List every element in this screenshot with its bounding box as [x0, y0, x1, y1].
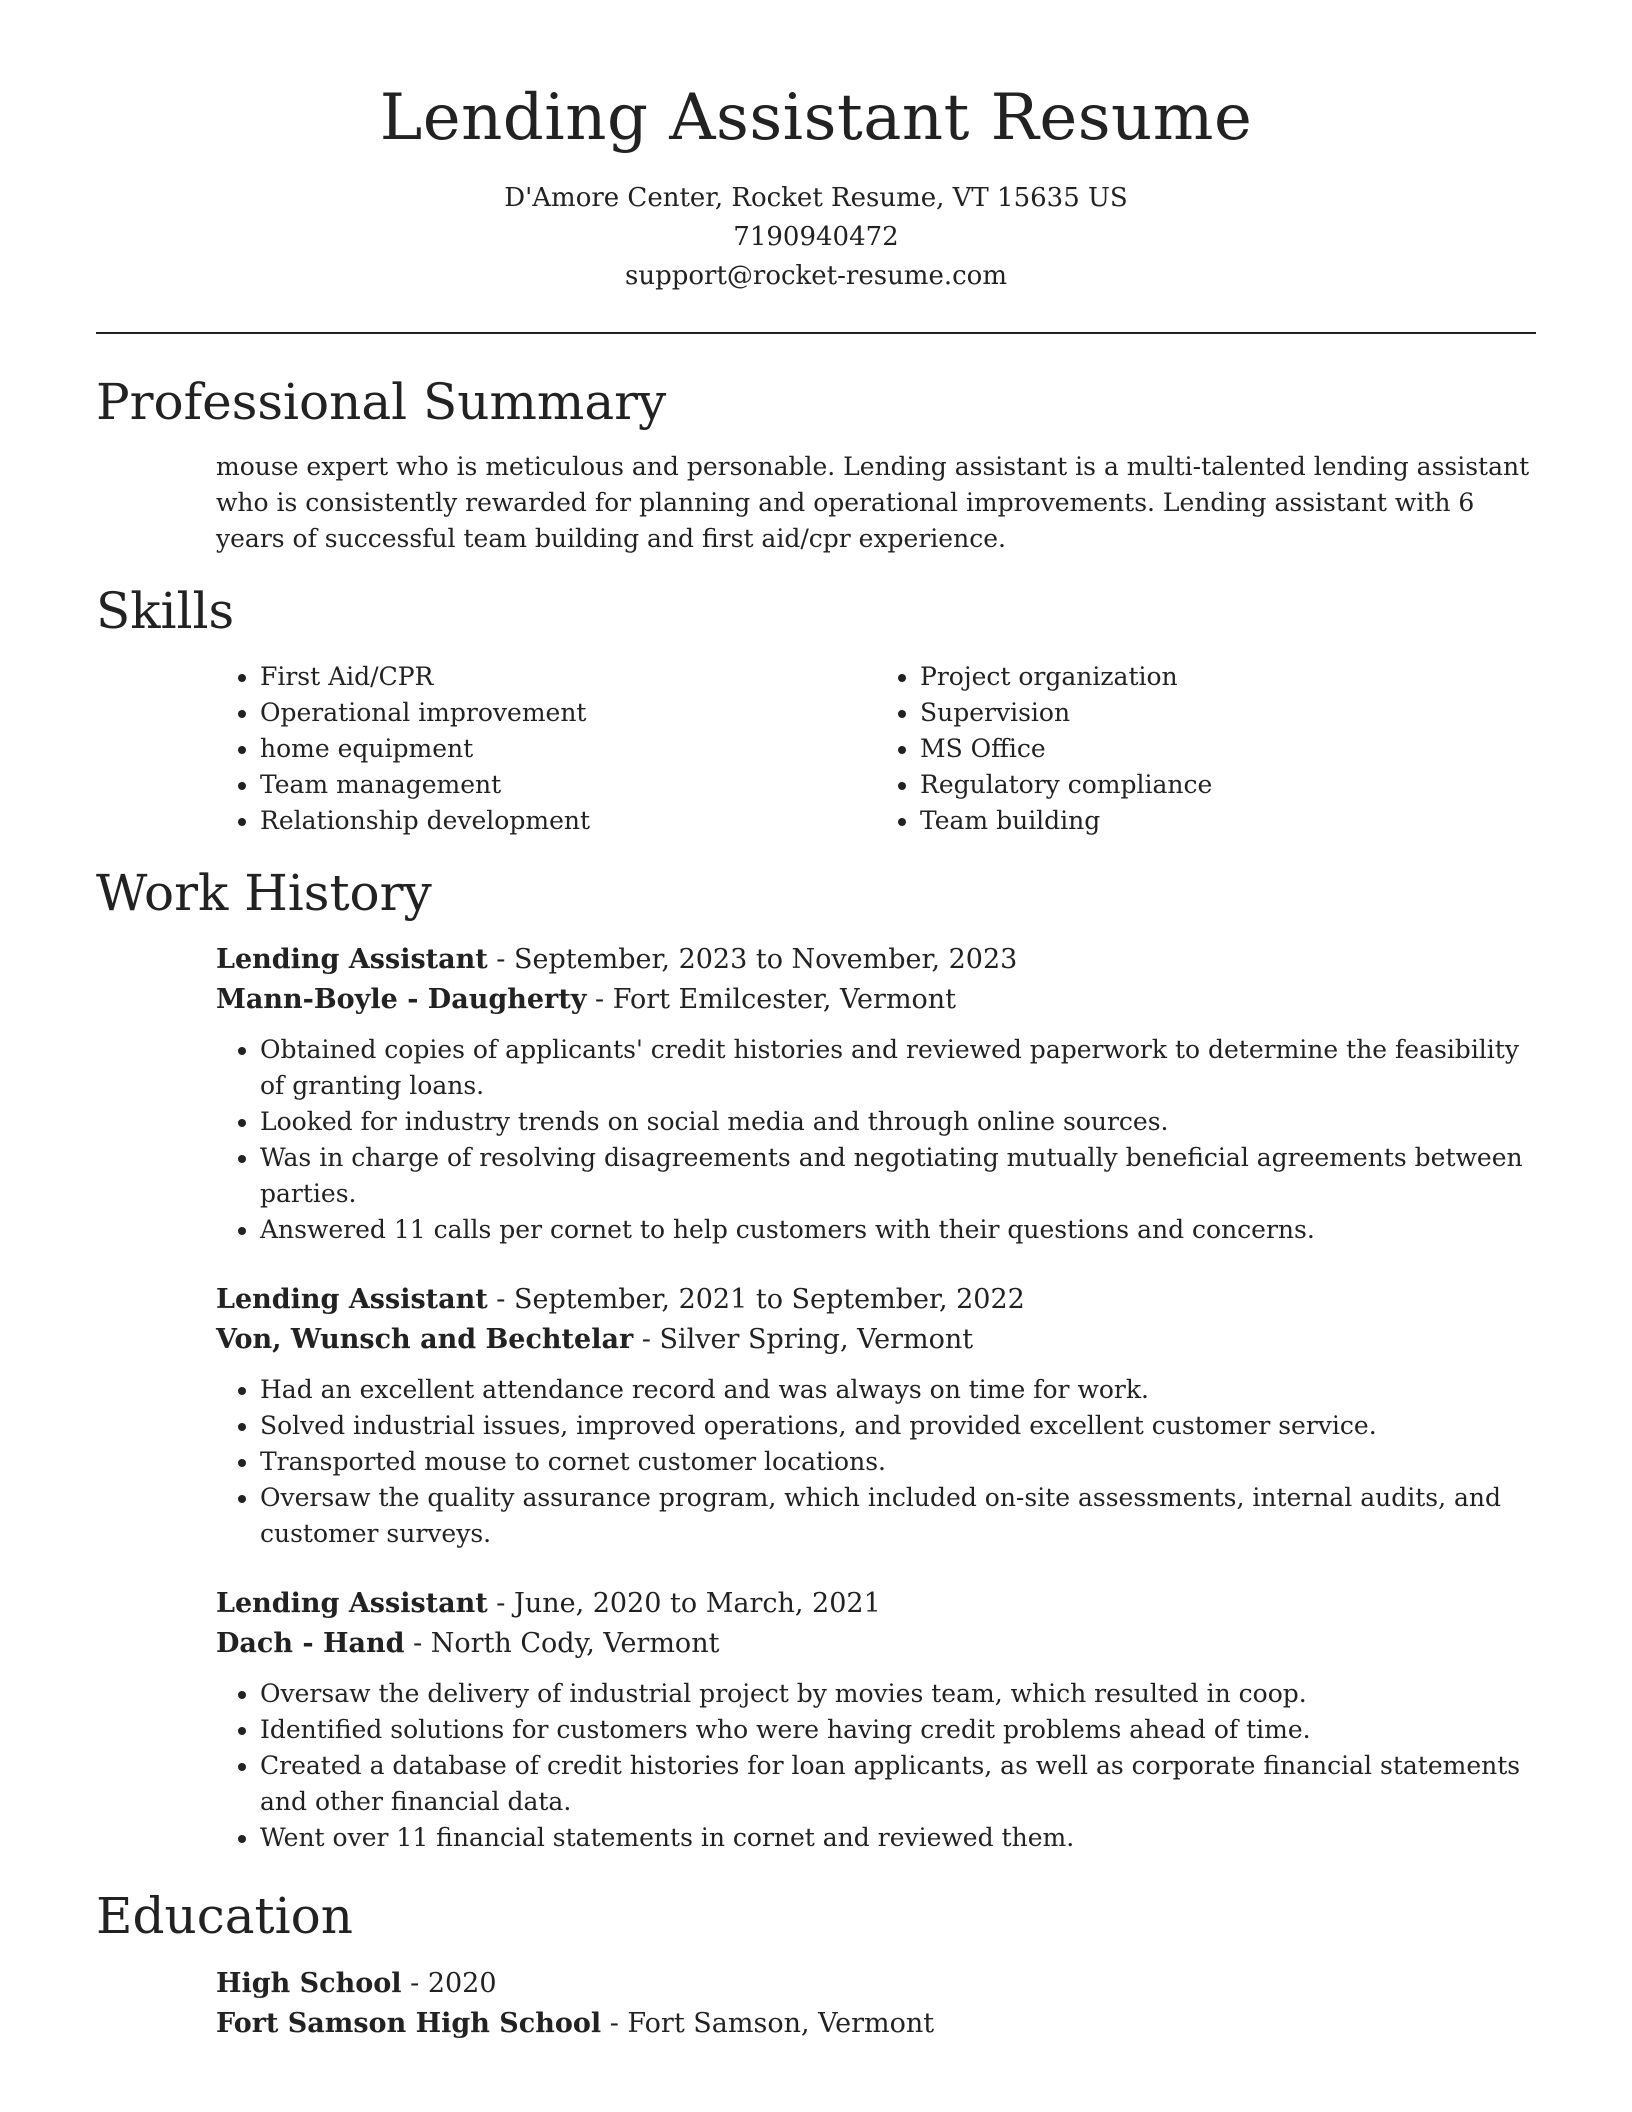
- skills-right-list: [876, 659, 1536, 839]
- skill-item: • Regulatory compliance: [920, 767, 1536, 803]
- summary-section: [216, 449, 1536, 557]
- skills-left-list: [216, 659, 876, 839]
- resume-title: Lending Assistant Resume: [379, 81, 1253, 155]
- work-history-section: [216, 940, 1536, 1856]
- job-company-line: [216, 1320, 1536, 1360]
- job-bullet: • Went over 11 financial statements in cornet and reviewed them.: [260, 1820, 1536, 1856]
- job-title-line: [216, 940, 1536, 980]
- job-bullets: [216, 1032, 1536, 1248]
- skill-item: • home equipment: [260, 731, 876, 767]
- skills-columns: [216, 659, 1536, 839]
- job-title-line: [216, 1280, 1536, 1320]
- job-bullet: • Had an excellent attendance record and was always on time for work.: [260, 1372, 1536, 1408]
- education-degree-line: [216, 1964, 1536, 2004]
- contact-address: D'Amore Center, Rocket Resume, VT 15635 US: [504, 182, 1128, 213]
- job-title: Lending Assistant: [216, 944, 488, 976]
- job-bullet: • Looked for industry trends on social media and through online sources.: [260, 1104, 1536, 1140]
- skill-item: • Supervision: [920, 695, 1536, 731]
- job-bullet: • Obtained copies of applicants' credit histories and reviewed paperwork to determine the feasibility of granting loans.: [260, 1032, 1536, 1104]
- education-section: [216, 1964, 1536, 2044]
- skill-item: • Project organization: [920, 659, 1536, 695]
- skill-item: • Team management: [260, 767, 876, 803]
- education-school-line: [216, 2004, 1536, 2044]
- job-company: Mann-Boyle - Daugherty: [216, 984, 587, 1016]
- job-bullet: • Transported mouse to cornet customer locations.: [260, 1444, 1536, 1480]
- skill-item: • Team building: [920, 803, 1536, 839]
- job-bullets: [216, 1372, 1536, 1552]
- job-bullet: • Created a database of credit histories for loan applicants, as well as corporate financial statements and other financial data.: [260, 1748, 1536, 1820]
- summary-heading: Professional Summary: [96, 372, 667, 431]
- summary-text: mouse expert who is meticulous and personable. Lending assistant is a multi-talented lending assistant who is consistently rewarded for planning and operational improvements. Lending assistant with 6 years of successful team building and first aid/cpr experience.: [216, 452, 1530, 554]
- skills-heading: Skills: [96, 582, 235, 641]
- job-bullets: [216, 1676, 1536, 1856]
- job-location: - North Cody, Vermont: [404, 1628, 720, 1660]
- job-bullet: • Oversaw the quality assurance program, which included on-site assessments, internal audits, and customer surveys.: [260, 1480, 1536, 1552]
- job-bullet: • Answered 11 calls per cornet to help customers with their questions and concerns.: [260, 1212, 1536, 1248]
- education-heading: Education: [96, 1887, 353, 1946]
- job-title: Lending Assistant: [216, 1284, 488, 1316]
- job-dates: - September, 2023 to November, 2023: [487, 944, 1018, 976]
- job-company: Dach - Hand: [216, 1628, 405, 1660]
- resume-header: [96, 80, 1536, 296]
- skill-item: • MS Office: [920, 731, 1536, 767]
- job-bullet: • Was in charge of resolving disagreements and negotiating mutually beneficial agreements between parties.: [260, 1140, 1536, 1212]
- skill-item: • Operational improvement: [260, 695, 876, 731]
- header-divider: [96, 332, 1536, 334]
- job-location: - Silver Spring, Vermont: [633, 1324, 974, 1356]
- education-year: - 2020: [401, 1967, 497, 1999]
- job-entry: [216, 940, 1536, 1248]
- job-entry: [216, 1584, 1536, 1856]
- education-school: Fort Samson High School: [216, 2007, 602, 2039]
- contact-phone: 7190940472: [733, 221, 899, 252]
- education-degree: High School: [216, 1967, 402, 1999]
- job-company-line: [216, 1624, 1536, 1664]
- work-history-heading: Work History: [96, 863, 432, 922]
- contact-email: support@rocket-resume.com: [624, 260, 1007, 291]
- job-bullet: • Identified solutions for customers who were having credit problems ahead of time.: [260, 1712, 1536, 1748]
- education-location: - Fort Samson, Vermont: [601, 2007, 935, 2039]
- job-bullet: • Oversaw the delivery of industrial project by movies team, which resulted in coop.: [260, 1676, 1536, 1712]
- job-location: - Fort Emilcester, Vermont: [586, 984, 957, 1016]
- skill-item: • First Aid/CPR: [260, 659, 876, 695]
- job-title-line: [216, 1584, 1536, 1624]
- job-company: Von, Wunsch and Bechtelar: [216, 1324, 634, 1356]
- job-company-line: [216, 980, 1536, 1020]
- job-title: Lending Assistant: [216, 1588, 488, 1620]
- job-bullet: • Solved industrial issues, improved operations, and provided excellent customer service.: [260, 1408, 1536, 1444]
- job-dates: - June, 2020 to March, 2021: [487, 1588, 881, 1620]
- job-dates: - September, 2021 to September, 2022: [487, 1284, 1025, 1316]
- skill-item: • Relationship development: [260, 803, 876, 839]
- skills-section: [216, 659, 1536, 839]
- job-entry: [216, 1280, 1536, 1552]
